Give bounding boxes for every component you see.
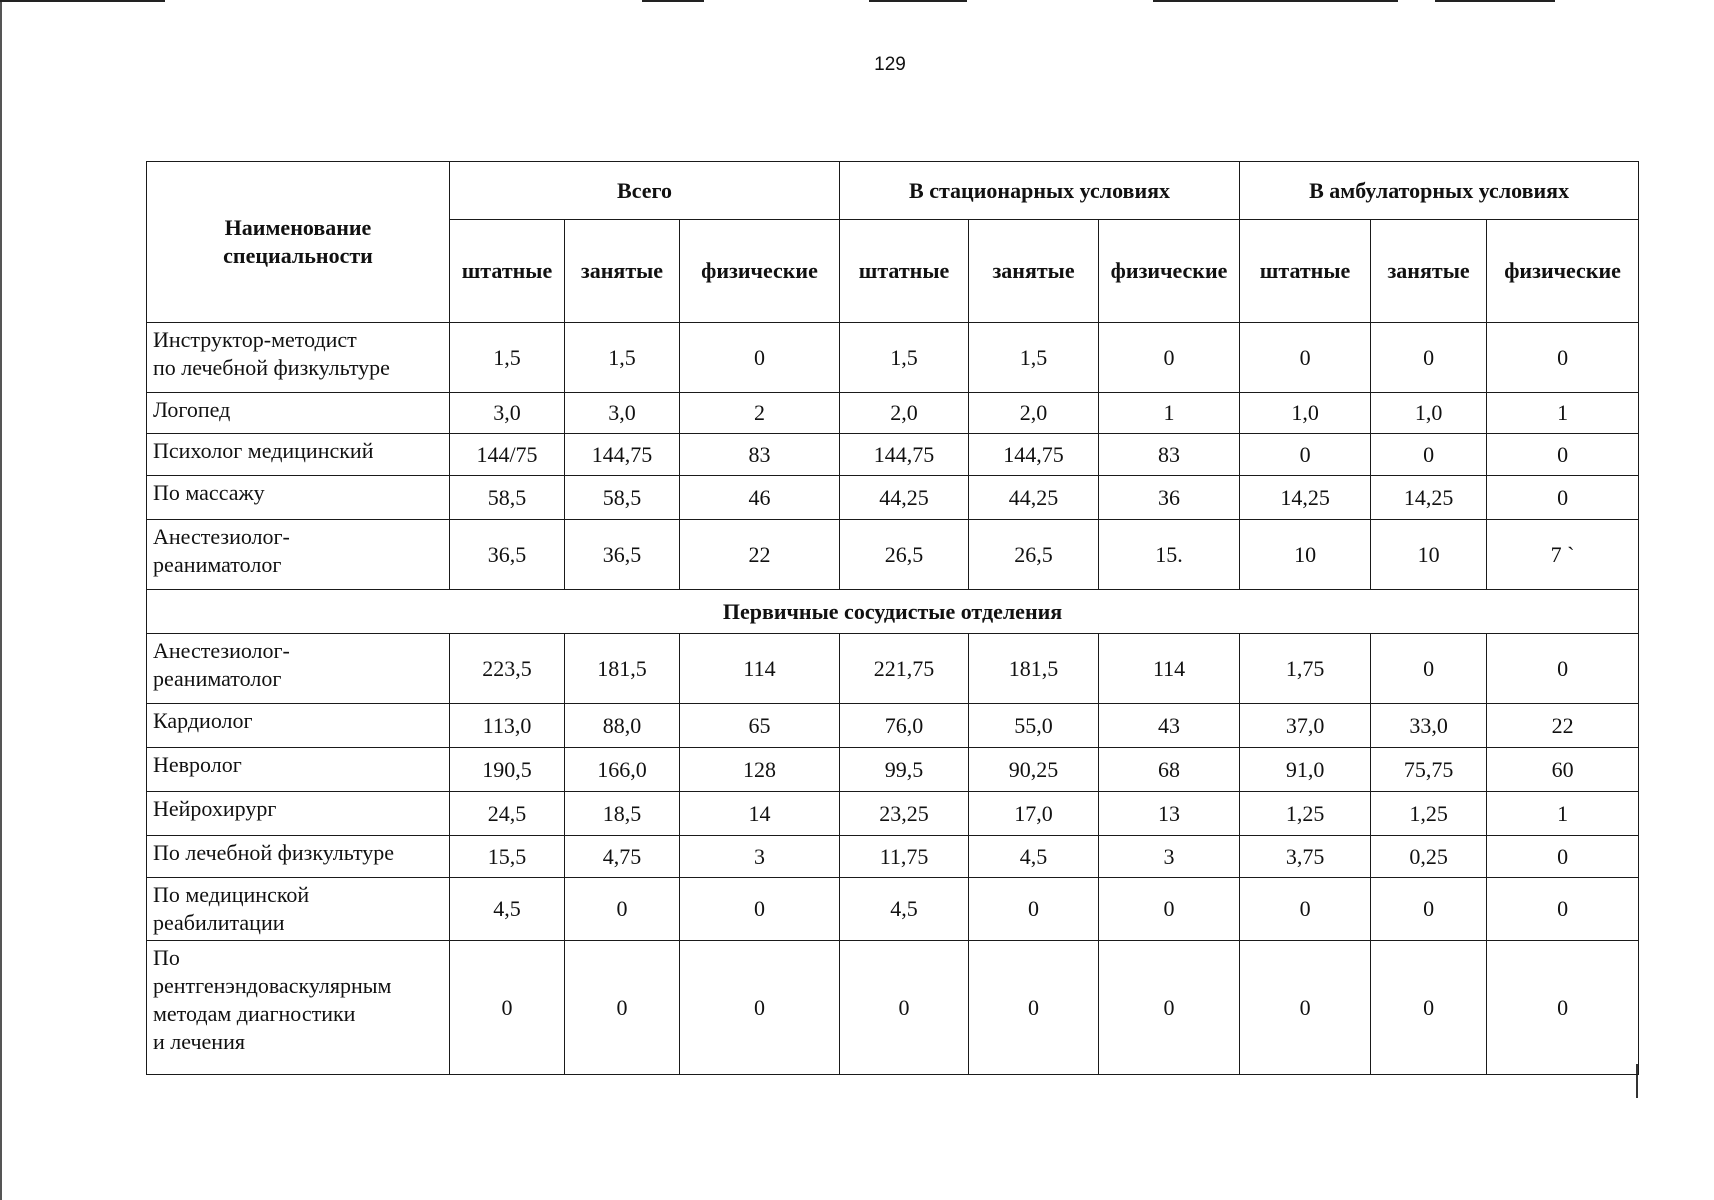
table-body	[147, 323, 1639, 1075]
value-cell: 0,25	[1371, 836, 1487, 878]
table-row	[147, 520, 1639, 590]
value-cell: 1,25	[1240, 792, 1371, 836]
value-cell: 83	[1099, 434, 1240, 476]
column-header-name: Наименование специальности	[147, 162, 450, 323]
value-cell: 2	[680, 393, 840, 434]
value-cell: 0	[1371, 634, 1487, 704]
scan-left-edge	[0, 0, 2, 1200]
value-cell: 3	[1099, 836, 1240, 878]
value-cell: 166,0	[565, 748, 680, 792]
table-header	[147, 162, 1639, 323]
value-cell: 83	[680, 434, 840, 476]
value-cell: 181,5	[565, 634, 680, 704]
subheader-cell: занятые	[969, 220, 1099, 323]
scan-top-mark	[869, 0, 967, 2]
value-cell: 1	[1099, 393, 1240, 434]
value-cell: 14,25	[1240, 476, 1371, 520]
section-row	[147, 590, 1639, 634]
value-cell: 0	[840, 941, 969, 1075]
value-cell: 1,75	[1240, 634, 1371, 704]
value-cell: 0	[1487, 941, 1639, 1075]
value-cell: 0	[1487, 476, 1639, 520]
value-cell: 90,25	[969, 748, 1099, 792]
value-cell: 0	[969, 878, 1099, 941]
specialty-name-cell: Психолог медицинский	[147, 434, 450, 476]
subheader-cell: физические	[1099, 220, 1240, 323]
value-cell: 43	[1099, 704, 1240, 748]
value-cell: 4,5	[450, 878, 565, 941]
value-cell: 0	[450, 941, 565, 1075]
value-cell: 3,75	[1240, 836, 1371, 878]
table-row	[147, 634, 1639, 704]
value-cell: 0	[1487, 634, 1639, 704]
value-cell: 2,0	[969, 393, 1099, 434]
group-header: В амбулаторных условиях	[1240, 162, 1639, 220]
specialty-name-cell: Нейрохирург	[147, 792, 450, 836]
section-title: Первичные сосудистые отделения	[147, 590, 1639, 634]
value-cell: 22	[1487, 704, 1639, 748]
table-row	[147, 878, 1639, 941]
value-cell: 0	[1487, 836, 1639, 878]
value-cell: 144,75	[565, 434, 680, 476]
subheader-cell: занятые	[1371, 220, 1487, 323]
value-cell: 0	[1099, 323, 1240, 393]
value-cell: 4,5	[969, 836, 1099, 878]
value-cell: 0	[680, 941, 840, 1075]
value-cell: 4,5	[840, 878, 969, 941]
value-cell: 0	[1487, 323, 1639, 393]
staffing-table	[146, 161, 1639, 1075]
specialty-name-cell: Логопед	[147, 393, 450, 434]
value-cell: 58,5	[565, 476, 680, 520]
table-row	[147, 941, 1639, 1075]
value-cell: 0	[1099, 941, 1240, 1075]
value-cell: 113,0	[450, 704, 565, 748]
value-cell: 3,0	[450, 393, 565, 434]
value-cell: 0	[1099, 878, 1240, 941]
subheader-cell: занятые	[565, 220, 680, 323]
group-header: В стационарных условиях	[840, 162, 1240, 220]
value-cell: 1,5	[565, 323, 680, 393]
value-cell: 144,75	[969, 434, 1099, 476]
value-cell: 1,0	[1240, 393, 1371, 434]
value-cell: 0	[1371, 878, 1487, 941]
table-row	[147, 323, 1639, 393]
value-cell: 26,5	[840, 520, 969, 590]
value-cell: 65	[680, 704, 840, 748]
value-cell: 1,5	[840, 323, 969, 393]
value-cell: 0	[1240, 323, 1371, 393]
value-cell: 144/75	[450, 434, 565, 476]
value-cell: 3	[680, 836, 840, 878]
value-cell: 1	[1487, 393, 1639, 434]
specialty-name-cell: Кардиолог	[147, 704, 450, 748]
subheader-cell: физические	[1487, 220, 1639, 323]
value-cell: 36,5	[565, 520, 680, 590]
value-cell: 0	[969, 941, 1099, 1075]
value-cell: 0	[1371, 941, 1487, 1075]
value-cell: 7 `	[1487, 520, 1639, 590]
value-cell: 0	[565, 941, 680, 1075]
value-cell: 144,75	[840, 434, 969, 476]
value-cell: 44,25	[969, 476, 1099, 520]
value-cell: 0	[1371, 323, 1487, 393]
scan-top-mark	[1153, 0, 1398, 2]
value-cell: 13	[1099, 792, 1240, 836]
scan-top-mark	[1435, 0, 1555, 2]
value-cell: 1,25	[1371, 792, 1487, 836]
value-cell: 223,5	[450, 634, 565, 704]
subheader-cell: штатные	[1240, 220, 1371, 323]
group-header: Всего	[450, 162, 840, 220]
value-cell: 190,5	[450, 748, 565, 792]
value-cell: 221,75	[840, 634, 969, 704]
value-cell: 37,0	[1240, 704, 1371, 748]
table-row	[147, 748, 1639, 792]
value-cell: 68	[1099, 748, 1240, 792]
value-cell: 99,5	[840, 748, 969, 792]
value-cell: 0	[1240, 941, 1371, 1075]
value-cell: 10	[1371, 520, 1487, 590]
value-cell: 0	[1240, 434, 1371, 476]
table-row	[147, 836, 1639, 878]
value-cell: 22	[680, 520, 840, 590]
specialty-name-cell: Анестезиолог- реаниматолог	[147, 634, 450, 704]
value-cell: 0	[1371, 434, 1487, 476]
table-row	[147, 434, 1639, 476]
value-cell: 114	[680, 634, 840, 704]
specialty-name-cell: Инструктор-методист по лечебной физкультуре	[147, 323, 450, 393]
specialty-name-cell: Невролог	[147, 748, 450, 792]
specialty-name-cell: По массажу	[147, 476, 450, 520]
value-cell: 91,0	[1240, 748, 1371, 792]
value-cell: 14,25	[1371, 476, 1487, 520]
specialty-name-cell: По лечебной физкультуре	[147, 836, 450, 878]
value-cell: 1	[1487, 792, 1639, 836]
value-cell: 114	[1099, 634, 1240, 704]
value-cell: 58,5	[450, 476, 565, 520]
value-cell: 18,5	[565, 792, 680, 836]
value-cell: 17,0	[969, 792, 1099, 836]
subheader-cell: физические	[680, 220, 840, 323]
value-cell: 128	[680, 748, 840, 792]
subheader-cell: штатные	[450, 220, 565, 323]
value-cell: 1,5	[450, 323, 565, 393]
value-cell: 15.	[1099, 520, 1240, 590]
value-cell: 3,0	[565, 393, 680, 434]
value-cell: 0	[1240, 878, 1371, 941]
value-cell: 36	[1099, 476, 1240, 520]
value-cell: 88,0	[565, 704, 680, 748]
subheader-cell: штатные	[840, 220, 969, 323]
table-row	[147, 792, 1639, 836]
value-cell: 24,5	[450, 792, 565, 836]
value-cell: 36,5	[450, 520, 565, 590]
page-number: 129	[874, 54, 906, 75]
value-cell: 33,0	[1371, 704, 1487, 748]
value-cell: 26,5	[969, 520, 1099, 590]
value-cell: 15,5	[450, 836, 565, 878]
value-cell: 60	[1487, 748, 1639, 792]
value-cell: 0	[1487, 434, 1639, 476]
table-row	[147, 476, 1639, 520]
value-cell: 10	[1240, 520, 1371, 590]
value-cell: 75,75	[1371, 748, 1487, 792]
value-cell: 23,25	[840, 792, 969, 836]
value-cell: 1,5	[969, 323, 1099, 393]
specialty-name-cell: По рентгенэндоваскулярным методам диагностики и лечения	[147, 941, 450, 1075]
value-cell: 181,5	[969, 634, 1099, 704]
value-cell: 46	[680, 476, 840, 520]
scan-top-mark	[642, 0, 704, 2]
table-row	[147, 704, 1639, 748]
value-cell: 4,75	[565, 836, 680, 878]
specialty-name-cell: По медицинской реабилитации	[147, 878, 450, 941]
table-row	[147, 393, 1639, 434]
value-cell: 76,0	[840, 704, 969, 748]
value-cell: 44,25	[840, 476, 969, 520]
value-cell: 0	[1487, 878, 1639, 941]
value-cell: 14	[680, 792, 840, 836]
scan-top-mark	[0, 0, 165, 2]
value-cell: 2,0	[840, 393, 969, 434]
value-cell: 55,0	[969, 704, 1099, 748]
value-cell: 0	[565, 878, 680, 941]
specialty-name-cell: Анестезиолог- реаниматолог	[147, 520, 450, 590]
value-cell: 0	[680, 878, 840, 941]
value-cell: 11,75	[840, 836, 969, 878]
value-cell: 1,0	[1371, 393, 1487, 434]
value-cell: 0	[680, 323, 840, 393]
